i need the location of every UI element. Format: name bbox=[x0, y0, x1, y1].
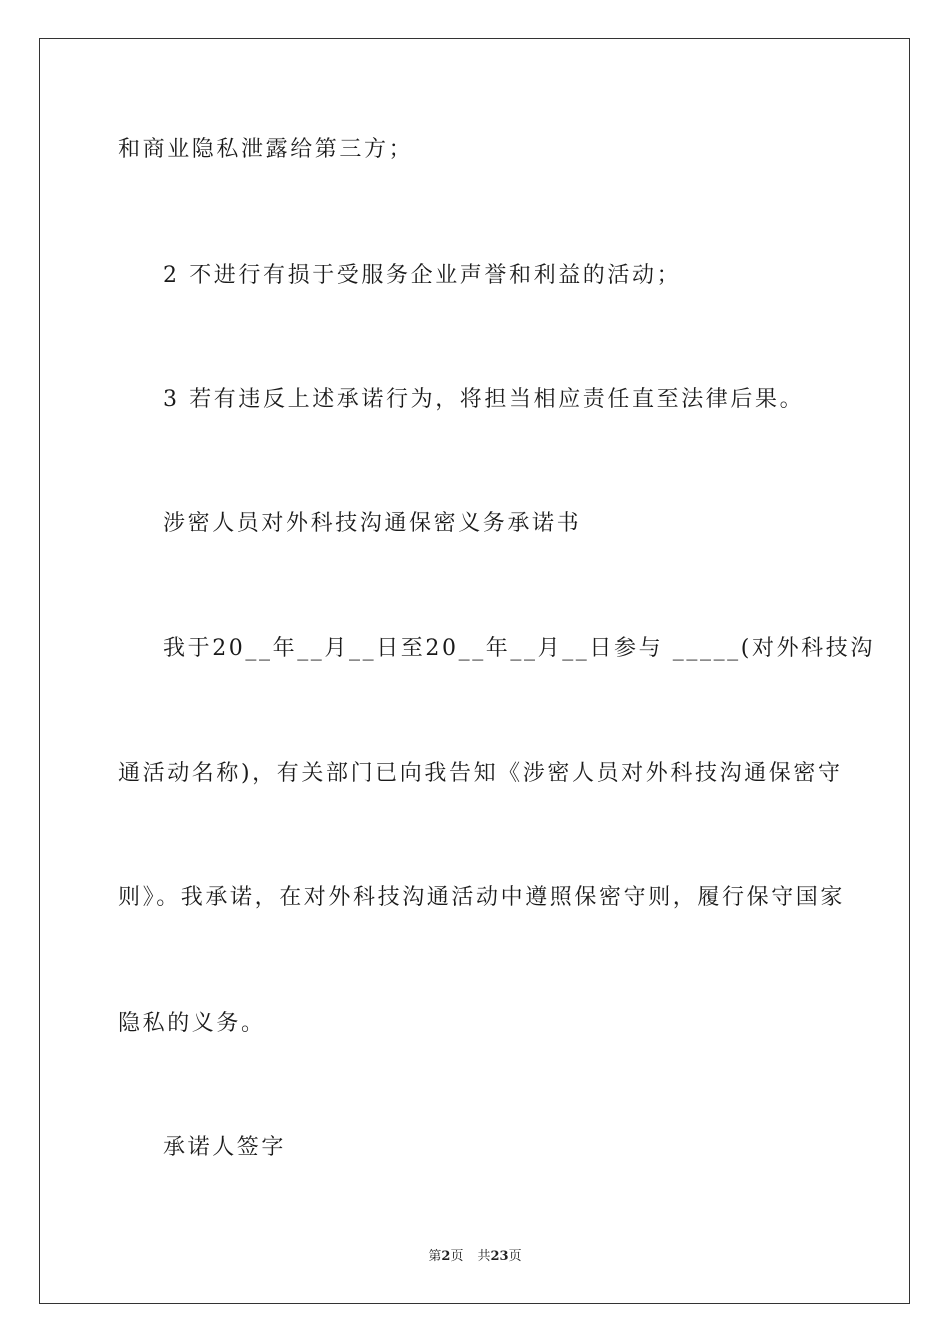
section-title: 涉密人员对外科技沟通保密义务承诺书 bbox=[163, 511, 582, 536]
paragraph-line-3: 3 若有违反上述承诺行为，将担当相应责任直至法律后果。 bbox=[163, 387, 805, 412]
paragraph-line-8: 隐私的义务。 bbox=[118, 1011, 266, 1036]
page-number: 2 bbox=[441, 1249, 451, 1264]
page-footer bbox=[0, 1248, 950, 1266]
total-pages: 23 bbox=[490, 1249, 509, 1264]
paragraph-line-6: 通活动名称)，有关部门已向我告知《涉密人员对外科技沟通保密守 bbox=[118, 761, 843, 786]
total-prefix: 共 bbox=[477, 1249, 491, 1264]
paragraph-line-2: 2 不进行有损于受服务企业声誉和利益的活动； bbox=[163, 263, 682, 288]
paragraph-line-5: 我于20__年__月__日至20__年__月__日参与 _____(对外科技沟 bbox=[163, 636, 875, 661]
page-suffix: 页 bbox=[450, 1249, 464, 1264]
signature-label: 承诺人签字 bbox=[163, 1135, 287, 1160]
paragraph-line-1: 和商业隐私泄露给第三方； bbox=[118, 137, 414, 162]
page-prefix: 第 bbox=[428, 1249, 442, 1264]
page-border bbox=[39, 38, 910, 1304]
total-suffix: 页 bbox=[508, 1249, 522, 1264]
paragraph-line-7: 则》。我承诺，在对外科技沟通活动中遵照保密守则，履行保守国家 bbox=[118, 885, 846, 910]
